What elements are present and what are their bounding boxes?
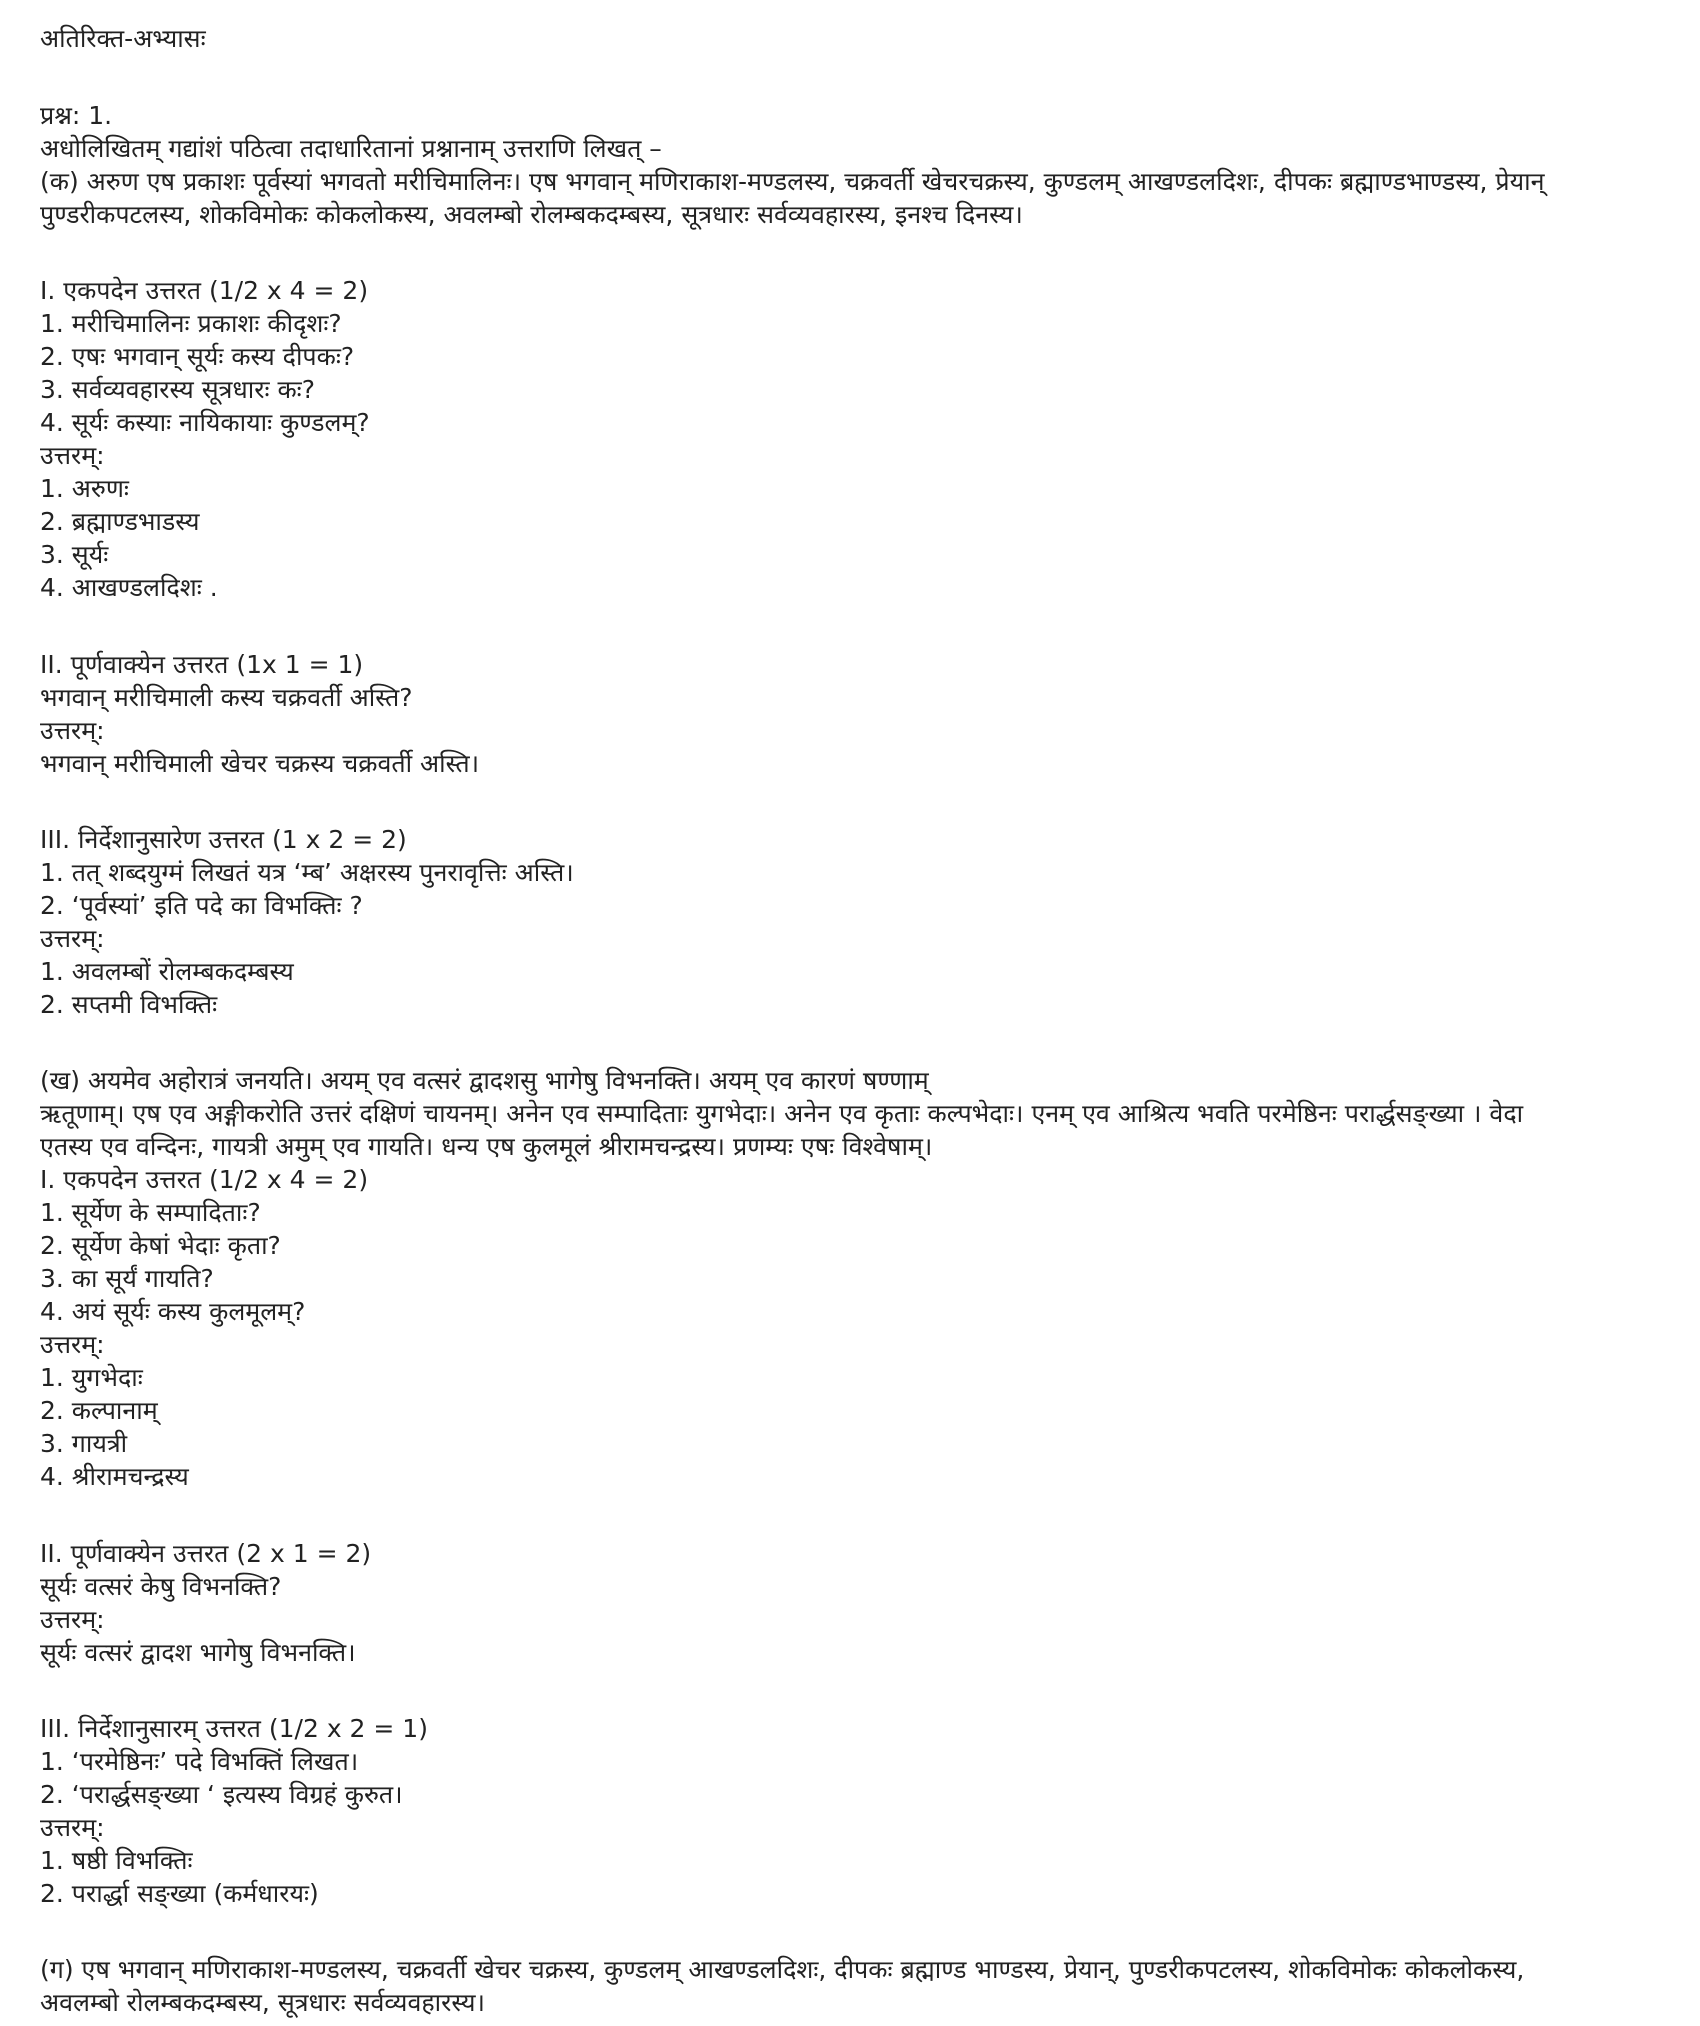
answer-line: 3. सूर्यः [40,540,109,569]
section-heading: II. पूर्णवाक्येन उत्तरत (2 x 1 = 2) [40,1539,372,1568]
section-heading: III. निर्देशानुसारम् उत्तरत (1/2 x 2 = 1) [40,1714,428,1743]
answer-line: 2. ब्रह्माण्डभाडस्य [40,507,200,536]
answer-line: 1. अवलम्बों रोलम्बकदम्बस्य [40,957,294,986]
answer-line: 2. कल्पानाम् [40,1396,158,1425]
question-number: प्रश्न: 1. [40,101,113,130]
section-heading: I. एकपदेन उत्तरत (1/2 x 4 = 2) [40,276,369,305]
question-line: 3. का सूर्यं गायति? [40,1264,214,1293]
passage-ka-line-2: पुण्डरीकपटलस्य, शोकविमोकः कोकलोकस्य, अवलम्बो रोलम्बकदम्बस्य, सूत्रधारः सर्वव्यवहारस्य, इनश्च दिनस्य। [40,200,1023,229]
passage-ka-line-1: (क) अरुण एष प्रकाशः पूर्वस्यां भगवतो मरीचिमालिनः। एष भगवान् मणिराकाश-मण्डलस्य, चक्रवर्ती खेचरचक्रस्य, कुण्डलम् आखण्डलदिशः, दीपकः ब्रह्माण्डभाण्डस्य, प्रेयान् [40,167,1545,196]
answer-line: 4. श्रीरामचन्द्रस्य [40,1462,189,1491]
answer-label: उत्तरम्: [40,441,105,470]
answer-label: उत्तरम्: [40,1330,105,1359]
answer-line: 1. षष्ठी विभक्तिः [40,1846,193,1875]
question-line: 1. मरीचिमालिनः प्रकाशः कीदृशः? [40,309,342,338]
question-line: 2. एषः भगवान् सूर्यः कस्य दीपकः? [40,342,355,371]
answer-line: सूर्यः वत्सरं द्वादश भागेषु विभनक्ति। [40,1638,356,1667]
answer-line: 2. सप्तमी विभक्तिः [40,990,218,1019]
question-line: भगवान् मरीचिमाली कस्य चक्रवर्ती अस्ति? [40,683,413,712]
answer-label: उत्तरम्: [40,924,105,953]
question-line: सूर्यः वत्सरं केषु विभनक्ति? [40,1572,282,1601]
heading-extra-exercise: अतिरिक्त-अभ्यासः [40,24,206,53]
question-line: 1. तत् शब्दयुग्मं लिखतं यत्र ‘म्ब’ अक्षरस्य पुनरावृत्तिः अस्ति। [40,858,574,887]
instruction-line: अधोलिखितम् गद्यांशं पठित्वा तदाधारितानां प्रश्नानाम् उत्तराणि लिखत् – [40,134,662,163]
question-line: 1. सूर्येण के सम्पादिताः? [40,1198,261,1227]
answer-line: 1. अरुणः [40,474,129,503]
passage-ga-line-2: अवलम्बो रोलम्बकदम्बस्य, सूत्रधारः सर्वव्यवहारस्य। [40,1988,486,2017]
passage-kha-line-1: (ख) अयमेव अहोरात्रं जनयति। अयम् एव वत्सरं द्वादशसु भागेषु विभनक्ति। अयम् एव कारणं षण्णाम् [40,1066,929,1095]
question-line: 1. ‘परमेष्ठिनः’ पदे विभक्तिं लिखत। [40,1747,359,1776]
answer-line: 2. परार्द्धा सङ्ख्या (कर्मधारयः) [40,1879,319,1908]
question-line: 3. सर्वव्यवहारस्य सूत्रधारः कः? [40,375,315,404]
answer-line: भगवान् मरीचिमाली खेचर चक्रस्य चक्रवर्ती अस्ति। [40,749,480,778]
question-line: 2. ‘पूर्वस्यां’ इति पदे का विभक्तिः ? [40,891,363,920]
question-line: 4. सूर्यः कस्याः नायिकायाः कुण्डलम्? [40,408,370,437]
passage-ga-line-1: (ग) एष भगवान् मणिराकाश-मण्डलस्य, चक्रवर्ती खेचर चक्रस्य, कुण्डलम् आखण्डलदिशः, दीपकः ब्रह्माण्ड भाण्डस्य, प्रेयान्, पुण्डरीकपटलस्य, शोकविमोकः कोकलोकस्य, [40,1955,1525,1984]
passage-kha-line-3: एतस्य एव वन्दिनः, गायत्री अमुम् एव गायति। धन्य एष कुलमूलं श्रीरामचन्द्रस्य। प्रणम्यः एषः विश्वेषाम्। [40,1132,933,1161]
question-line: 2. ‘परार्द्धसङ्ख्या ‘ इत्यस्य विग्रहं कुरुत। [40,1780,403,1809]
section-heading: III. निर्देशानुसारेण उत्तरत (1 x 2 = 2) [40,825,407,854]
answer-line: 4. आखण्डलदिशः . [40,573,218,602]
answer-label: उत्तरम्: [40,1605,105,1634]
passage-kha-line-2: ऋतूणाम्। एष एव अङ्गीकरोति उत्तरं दक्षिणं चायनम्। अनेन एव सम्पादिताः युगभेदाः। अनेन एव कृताः कल्पभेदाः। एनम् एव आश्रित्य भवति परमेष्ठिनः परार्द्धसङ्ख्या । वेदा [40,1099,1524,1128]
question-line: 2. सूर्येण केषां भेदाः कृता? [40,1231,281,1260]
section-heading: II. पूर्णवाक्येन उत्तरत (1x 1 = 1) [40,650,364,679]
section-heading: I. एकपदेन उत्तरत (1/2 x 4 = 2) [40,1165,369,1194]
answer-label: उत्तरम्: [40,716,105,745]
question-line: 4. अयं सूर्यः कस्य कुलमूलम्? [40,1297,306,1326]
answer-label: उत्तरम्: [40,1813,105,1842]
answer-line: 3. गायत्री [40,1429,128,1458]
answer-line: 1. युगभेदाः [40,1363,143,1392]
